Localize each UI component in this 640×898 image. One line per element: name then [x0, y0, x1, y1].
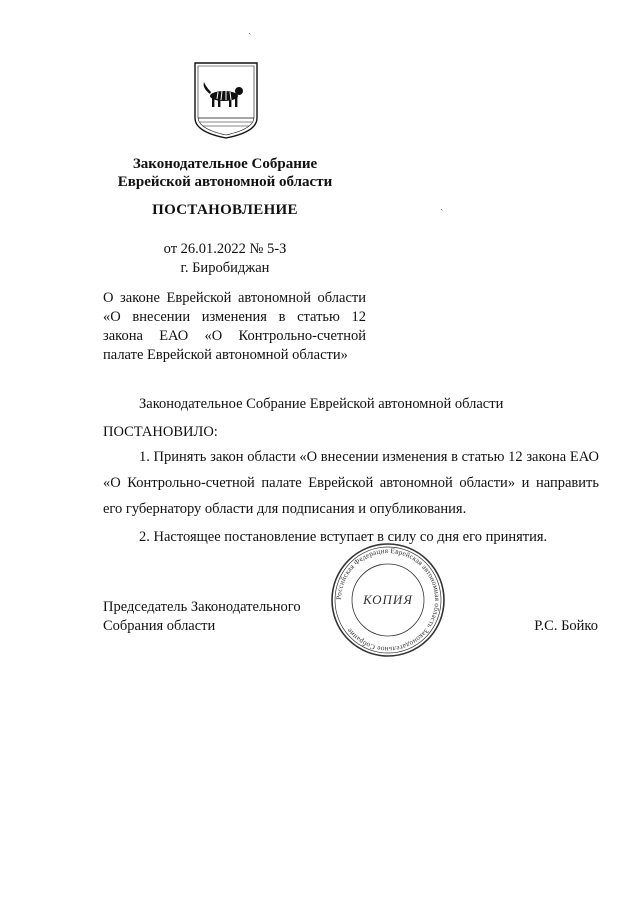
- subject-line: О законе Еврейской автономной области: [103, 290, 366, 306]
- subject-line: «О внесении изменения в статью 12: [103, 309, 366, 325]
- signer-position-line-2: Собрания области: [103, 618, 216, 634]
- organization-line-1: Законодательное Собрание: [132, 156, 318, 172]
- date-and-place: [80, 240, 370, 278]
- official-seal-stamp: [328, 540, 448, 660]
- subject-line: палате Еврейской автономной области»: [103, 347, 348, 363]
- document-subject: [103, 289, 366, 365]
- tiger-emblem-icon: [192, 60, 260, 140]
- svg-text:КОПИЯ: КОПИЯ: [363, 592, 413, 607]
- organization-name: [80, 155, 370, 191]
- scan-speck: ˏ: [440, 200, 444, 211]
- subject-line: закона ЕАО «О Контрольно-счетной: [103, 328, 366, 344]
- document-type: ПОСТАНОВЛЕНИЕ: [152, 202, 298, 218]
- city: г. Биробиджан: [180, 260, 270, 276]
- decree-word: ПОСТАНОВИЛО:: [103, 424, 218, 440]
- signer-name: Р.С. Бойко: [534, 618, 598, 634]
- resolution-item-2: 2. Настоящее постановление вступает в силу со дня его принятия.: [139, 529, 548, 545]
- signer-position-line-1: Председатель Законодательного: [103, 599, 301, 615]
- date-number: от 26.01.2022 № 5-З: [163, 241, 287, 257]
- signer-position: [103, 598, 333, 636]
- scan-speck: ˏ: [248, 24, 252, 35]
- document-body: [103, 392, 599, 550]
- svg-text:Российская Федерация Еврейская: Российская Федерация Еврейская автономная область Законодательное Собрание: [334, 546, 442, 654]
- resolution-item-1: 1. Принять закон области «О внесении изменения в статью 12 закона ЕАО «О Контрольно-счетной палате Еврейской автономной области» и направить его губернатору области для подписания и опубликования.: [103, 449, 599, 517]
- organization-line-2: Еврейской автономной области: [117, 174, 333, 190]
- preamble: Законодательное Собрание Еврейской автономной области: [139, 396, 504, 412]
